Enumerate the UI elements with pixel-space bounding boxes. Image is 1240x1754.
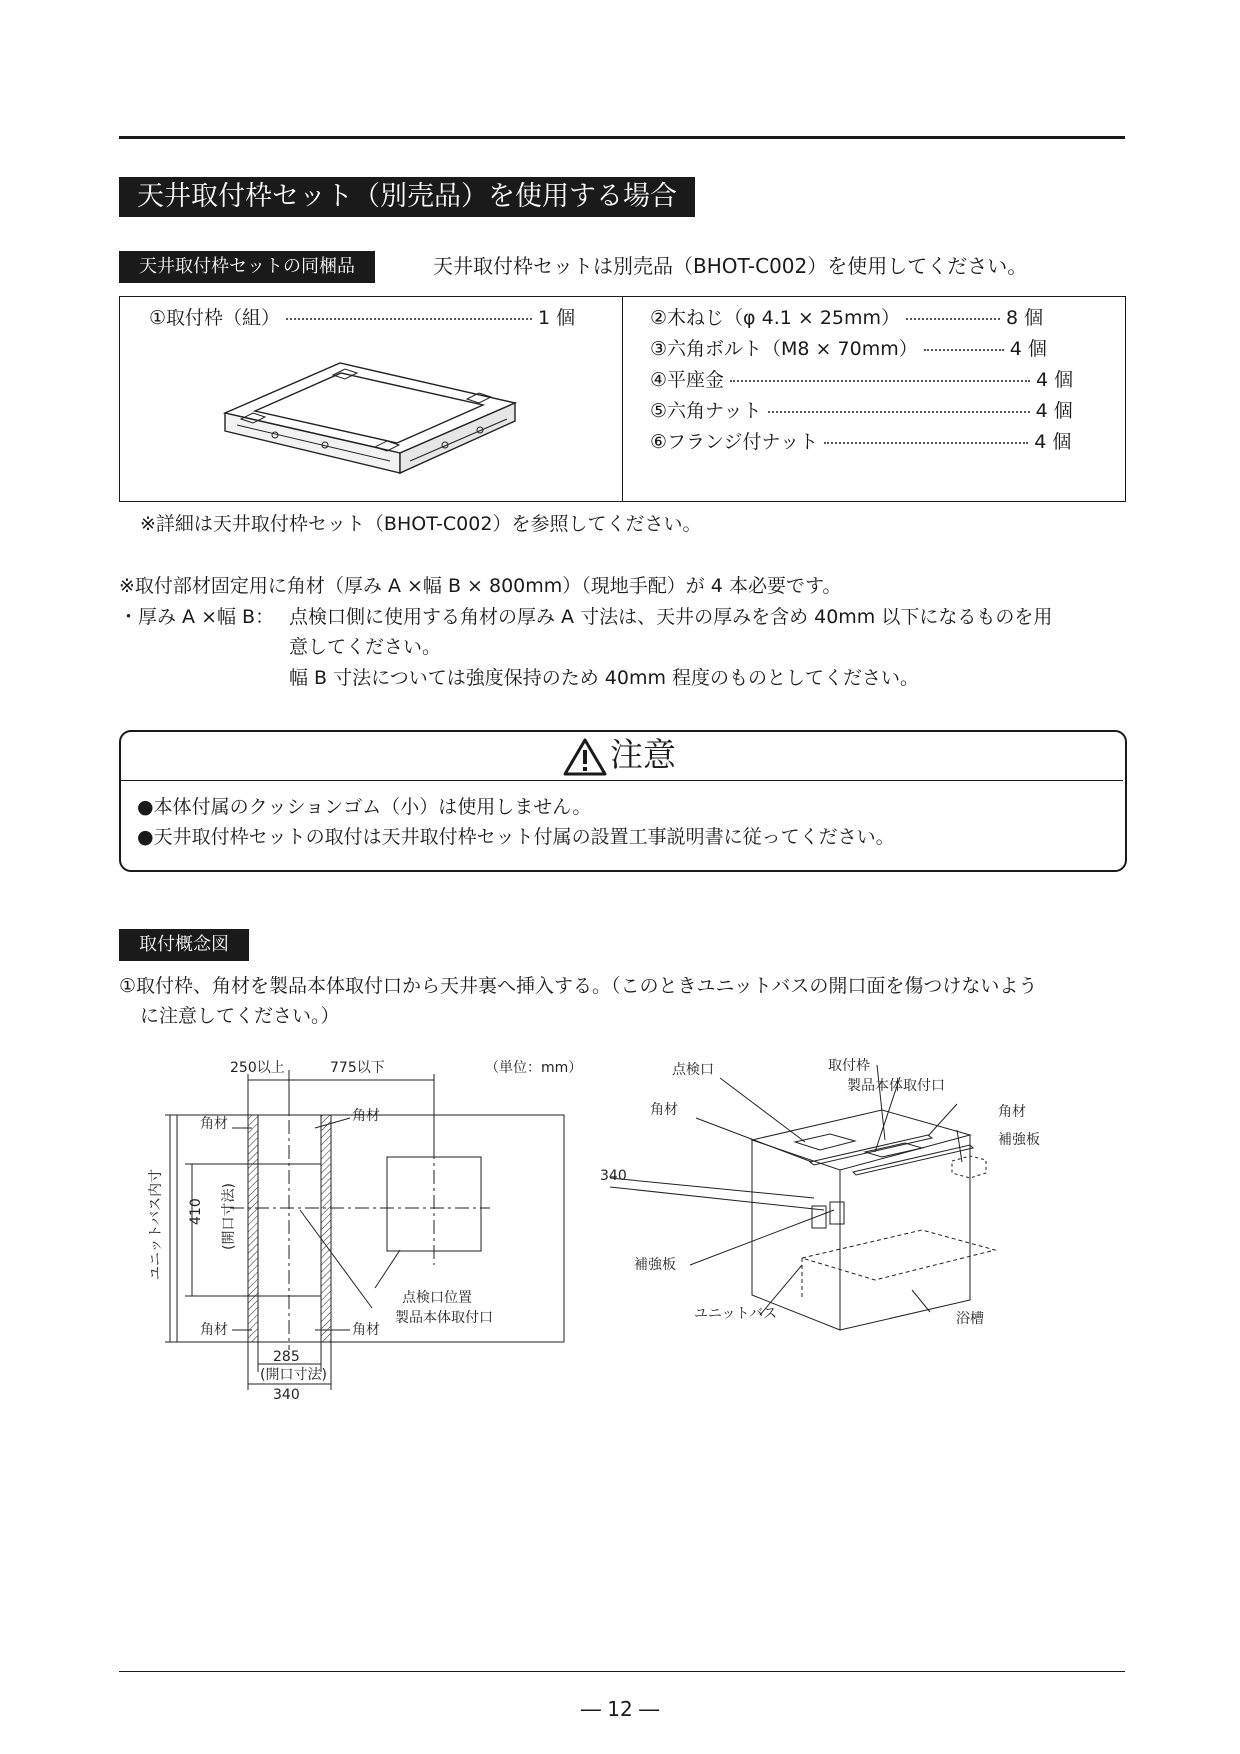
kakuzai-tl-label: 角材 [200,1116,228,1132]
kakuzai-left-label: 角材 [650,1102,678,1118]
kakuzai-bl-label: 角材 [200,1322,228,1338]
concept-step-line-1: ①取付枠、角材を製品本体取付口から天井裏へ挿入する。（このときユニットバスの開口面を傷つけないよう [119,975,1038,997]
caution-item-2: ●天井取付枠セットの取付は天井取付枠セット付属の設置工事説明書に従ってください。 [137,826,895,848]
kakuzai-tr-label: 角材 [352,1108,380,1124]
bundle-chip: 天井取付枠セットの同梱品 [119,251,375,283]
tub-label: 浴槽 [956,1311,984,1327]
bundle-note: 天井取付枠セットは別売品（BHOT-C002）を使用してください。 [433,254,1028,278]
frame-label: 取付枠 [828,1058,870,1074]
dim-340-label: 340 [273,1387,300,1403]
inspection-position-label: 点検口位置 [402,1290,472,1306]
mounting-frame-illustration [215,335,530,485]
dim-285-sub-label: (開口寸法) [260,1367,327,1383]
part-item-washer [650,365,1073,396]
isometric-diagram [600,1050,1100,1350]
part-qty: 4 個 [1036,369,1074,391]
part-qty: 1 個 [538,307,576,329]
concept-step-line-2: に注意してください。） [140,1005,340,1027]
part-item-nut [650,396,1073,427]
bottom-rule [119,1671,1125,1672]
dim-340-label: 340 [600,1168,627,1184]
caution-separator [121,780,1123,781]
part-item-bolt [650,334,1073,365]
kakuzai-right [321,1115,331,1342]
part-qty: 4 個 [1009,338,1047,360]
detail-note: ※詳細は天井取付枠セット（BHOT-C002）を参照してください。 [140,513,702,535]
part-name: ⑤六角ナット [650,400,762,422]
kakuzai-br-label: 角材 [352,1322,380,1338]
parts-list-right [650,303,1073,458]
requirement-label: ・厚み A ×幅 B： [119,606,275,628]
dim-410-label: 410 [188,1198,204,1225]
requirement-line-2: 点検口側に使用する角材の厚み A 寸法は、天井の厚みを含め 40mm 以下になるものを用 [289,606,1053,628]
reinforce-right-label: 補強板 [998,1132,1040,1148]
concept-chip: 取付概念図 [119,929,249,961]
top-rule [119,136,1125,139]
dim-285-label: 285 [273,1349,300,1365]
section-title: 天井取付枠セット（別売品）を使用する場合 [119,177,695,217]
part-name: ②木ねじ（φ 4.1 × 25mm） [650,307,901,329]
part-item-frame [149,303,575,334]
part-qty: 4 個 [1034,431,1072,453]
part-name: ③六角ボルト（M8 × 70mm） [650,338,918,360]
unitbath-inner-label: ユニットバス内寸 [148,1168,164,1280]
part-qty: 8 個 [1006,307,1044,329]
dim-775-label: 775以下 [330,1060,385,1076]
mount-port-label: 製品本体取付口 [847,1078,945,1094]
caution-title: 注意 [610,735,676,774]
reinforce-left-label: 補強板 [634,1257,676,1273]
dim-250-label: 250以上 [230,1060,285,1076]
unitbath-front [752,1140,840,1330]
part-name: ⑥フランジ付ナット [650,431,819,453]
mount-port-label: 製品本体取付口 [395,1310,493,1326]
kakuzai-right-label: 角材 [998,1104,1026,1120]
caution-item-1: ●本体付属のクッションゴム（小）は使用しません。 [137,796,592,818]
part-name: ①取付枠（組） [149,307,281,329]
plan-view-diagram [140,1050,600,1403]
part-item-flange-nut [650,427,1073,458]
part-name: ④平座金 [650,369,725,391]
warning-triangle-icon [563,738,607,776]
part-qty: 4 個 [1035,400,1073,422]
page-number: ― 12 ― [580,1697,660,1721]
requirement-line-3: 意してください。 [289,636,442,658]
dim-410-sub-label: (開口寸法) [221,1183,237,1250]
part-item-screw [650,303,1073,334]
inspection-label: 点検口 [672,1062,714,1078]
unitbath-label: ユニットバス [694,1306,778,1322]
requirement-line-4: 幅 B 寸法については強度保持のため 40mm 程度のものとしてください。 [289,667,920,689]
ceiling-top [752,1110,970,1170]
unit-label: （単位：mm） [485,1060,583,1076]
requirement-line-1: ※取付部材固定用に角材（厚み A ×幅 B × 800mm）（現地手配）が 4 本必要です。 [119,575,842,597]
parts-divider [622,296,623,502]
kakuzai-left [248,1115,258,1342]
